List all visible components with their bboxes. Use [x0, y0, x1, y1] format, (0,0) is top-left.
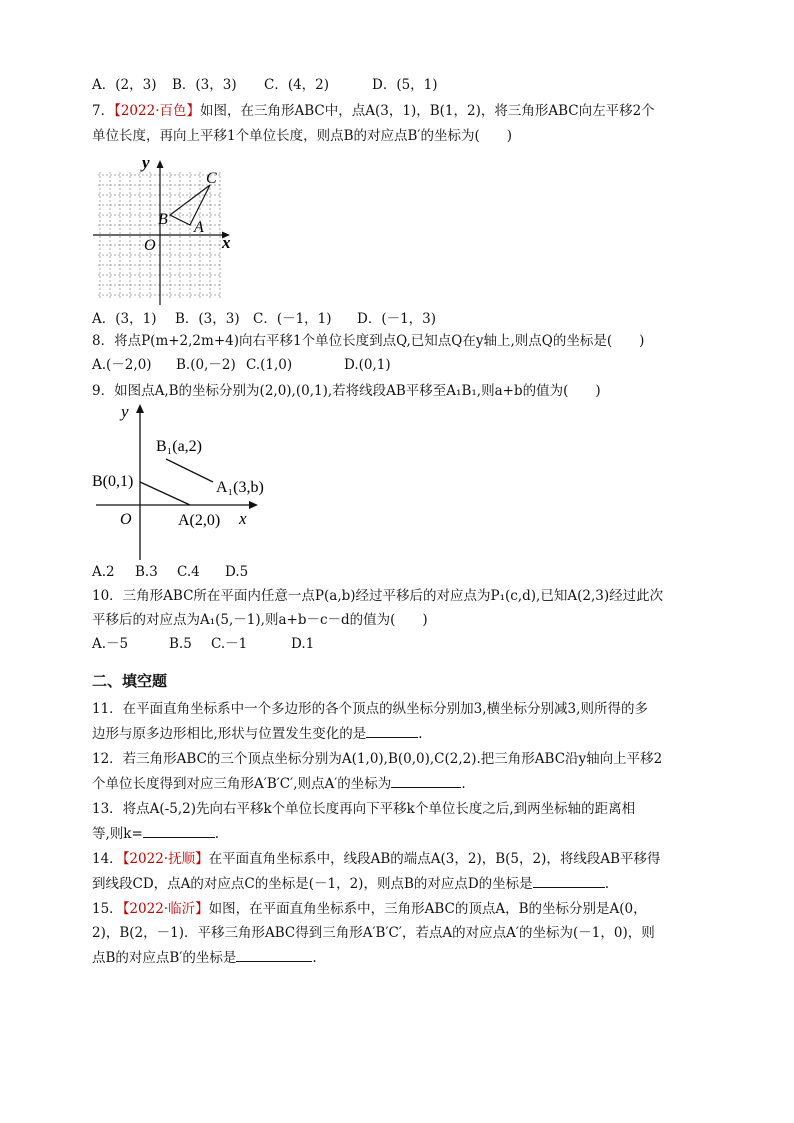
q7-text1: 如图，在三角形ABC中，点A(3，1)，B(1，2)，将三角形ABC向左平移2个: [200, 103, 655, 119]
q11-answer-blank[interactable]: [366, 724, 418, 738]
q15-answer-blank[interactable]: [236, 948, 312, 962]
q9-x-arrow: [249, 501, 258, 509]
q6-options: [92, 76, 438, 94]
q9-option-a[interactable]: A.2: [92, 564, 115, 580]
q9-figure: [88, 400, 268, 562]
q14-stem-line2: [92, 874, 609, 893]
q15-text3: 点B的对应点B′的坐标是: [92, 950, 237, 966]
q6-option-a[interactable]: A．(2，3): [92, 77, 157, 93]
q7-point-c-label: C: [206, 170, 217, 187]
q6-option-c[interactable]: C．(4，2): [264, 77, 330, 93]
q9-origin-label: O: [120, 511, 132, 528]
q12-end: .: [461, 776, 466, 792]
q11-stem-line2: [92, 724, 423, 743]
q15-stem-line3: [92, 948, 317, 967]
q10-stem-line1: 10．三角形ABC所在平面内任意一点P(a,b)经过平移后的对应点为P₁(c,d),已知A(2,3)经过此次: [92, 588, 664, 604]
q7-y-label: y: [142, 153, 150, 172]
q9-option-b[interactable]: B.3: [135, 564, 158, 580]
q11-end: .: [418, 726, 423, 742]
q12-stem-line1: 12．若三角形ABC的三个顶点坐标分别为A(1,0),B(0,0),C(2,2).把三角形ABC沿y轴向上平移2: [92, 751, 663, 767]
q8-option-c[interactable]: C.(1,0): [246, 357, 293, 373]
q9-segment-a1b1: [166, 459, 213, 482]
q13-answer-blank[interactable]: [143, 824, 215, 838]
q7-point-b-label: B: [158, 211, 168, 228]
q10-options: [92, 635, 314, 653]
q9-point-b1-label: B₁(a,2): [156, 438, 203, 455]
q9-point-b-label: B(0,1): [92, 473, 134, 490]
q8-option-d[interactable]: D.(0,1): [344, 357, 391, 373]
q13-end: .: [214, 826, 220, 842]
q7-x-label: x: [222, 233, 231, 252]
q7-stem-line1: [92, 102, 655, 120]
q13-stem-line2: [92, 824, 219, 843]
q6-option-d[interactable]: D．(5，1): [372, 77, 438, 93]
q15-number: 15．: [92, 901, 123, 917]
q7-origin-label: O: [144, 237, 156, 254]
q8-options: [92, 356, 391, 374]
q7-option-c[interactable]: C．(－1，1): [253, 311, 332, 327]
q15-end: .: [312, 950, 317, 966]
q14-answer-blank[interactable]: [533, 874, 605, 888]
q14-number: 14．: [92, 851, 123, 867]
q9-option-d[interactable]: D.5: [225, 564, 249, 580]
q7-stem-line2: 单位长度，再向上平移1个单位长度，则点B的对应点B′的坐标为( ): [92, 128, 513, 144]
q9-point-a1-label: A₁(3,b): [216, 479, 264, 496]
q10-option-d[interactable]: D.1: [291, 636, 315, 652]
q7-options: [92, 310, 436, 328]
q10-option-c[interactable]: C.－1: [211, 636, 248, 652]
q10-option-b[interactable]: B.5: [169, 636, 192, 652]
q14-text1: 在平面直角坐标系中，线段AB的端点A(3，2)，B(5，2)，将线段AB平移得: [208, 851, 661, 867]
q11-text2: 边形与原多边形相比,形状与位置发生变化的是: [92, 726, 367, 742]
q10-stem-line2: 平移后的对应点为A₁(5,－1),则a+b－c－d的值为( ): [92, 612, 428, 628]
q9-x-label: x: [239, 509, 247, 528]
q7-source-tag: 【2022·百色】: [114, 103, 200, 119]
q6-option-b[interactable]: B．(3，3): [172, 77, 237, 93]
q11-stem-line1: 11．在平面直角坐标系中一个多边形的各个顶点的纵坐标分别加3,横坐标分别减3,则所得的多: [92, 701, 648, 717]
q13-stem-line1: 13．将点A(-5,2)先向右平移k个单位长度再向下平移k个单位长度之后,到两坐标轴的距离相: [92, 801, 636, 817]
q9-segment-ab: [140, 482, 190, 505]
q15-source-tag: 【2022·临沂】: [122, 901, 209, 917]
q12-stem-line2: [92, 774, 466, 793]
q9-point-a-label: A(2,0): [178, 512, 221, 529]
section-fill-in-blank-heading: 二、填空题: [92, 672, 168, 690]
q10-option-a[interactable]: A.－5: [92, 636, 129, 652]
q13-text2: 等,则k=: [92, 826, 143, 842]
q9-option-c[interactable]: C.4: [177, 564, 200, 580]
q7-point-a-label: A: [194, 219, 204, 236]
q9-options: [92, 563, 248, 581]
q14-end: .: [604, 876, 609, 892]
q8-option-b[interactable]: B.(0,－2): [176, 357, 236, 373]
q9-stem: 9．如图点A,B的坐标分别为(2,0),(0,1),若将线段AB平移至A₁B₁,则a+b的值为( ): [92, 383, 601, 399]
q15-stem-line1: [92, 900, 647, 918]
q9-y-label: y: [121, 402, 129, 421]
q15-stem-line2: 2)，B(2，－1)．平移三角形ABC得到三角形A′B′C′，若点A的对应点A′的坐标为(－1，0)，则: [92, 925, 655, 941]
q7-option-a[interactable]: A．(3，1): [92, 311, 157, 327]
q14-text2: 到线段CD，点A的对应点C的坐标是(－1，2)，则点B的对应点D的坐标是: [92, 876, 533, 892]
q15-text1: 如图，在平面直角坐标系中，三角形ABC的顶点A，B的坐标分别是A(0，: [208, 901, 647, 917]
q7-figure: [88, 150, 238, 308]
q8-option-a[interactable]: A.(－2,0): [92, 357, 152, 373]
q7-y-arrow: [157, 160, 164, 168]
q8-stem: 8．将点P(m+2,2m+4)向右平移1个单位长度到点Q,已知点Q在y轴上,则点Q的坐标是( ): [92, 333, 645, 349]
q7-option-d[interactable]: D．(－1，3): [357, 311, 437, 327]
q9-y-arrow: [136, 404, 144, 413]
q12-answer-blank[interactable]: [391, 774, 461, 788]
q7-option-b[interactable]: B．(3，3): [175, 311, 240, 327]
q14-stem-line1: [92, 850, 661, 868]
q14-source-tag: 【2022·抚顺】: [122, 851, 209, 867]
q12-text2: 个单位长度得到对应三角形A′B′C′,则点A′的坐标为: [92, 776, 392, 792]
q7-number: 7．: [92, 103, 115, 119]
